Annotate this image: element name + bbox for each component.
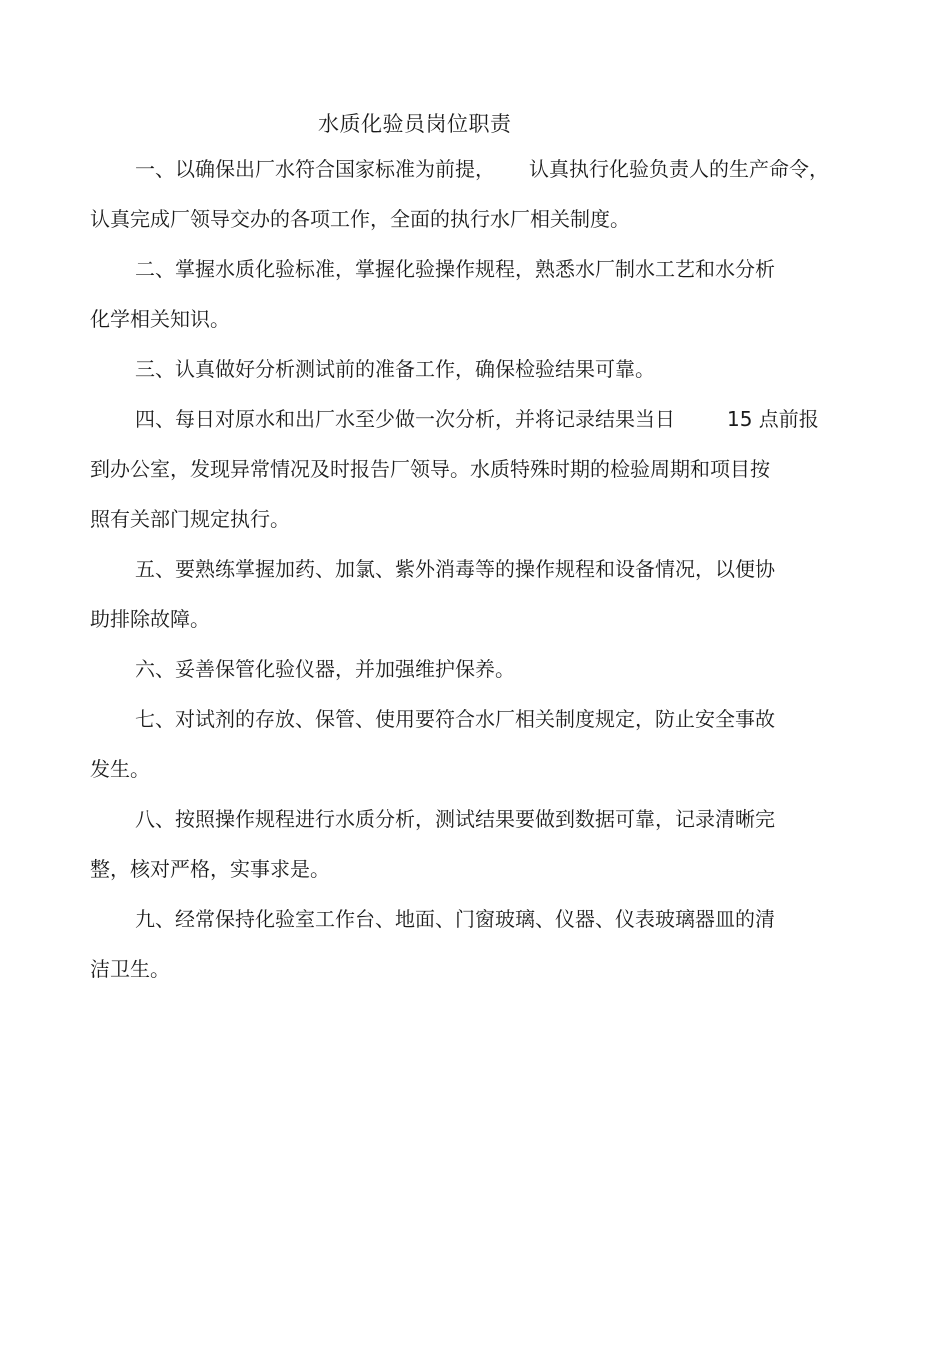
paragraph-4-line-3: 照有关部门规定执行。 [90,507,290,531]
line-text-cont: 15 点前报 [727,407,819,431]
paragraph-9-line-1: 九、经常保持化验室工作台、地面、门窗玻璃、仪器、仪表玻璃器皿的清 [135,907,775,931]
paragraph-7-line-2: 发生。 [90,757,150,781]
paragraph-2-line-2: 化学相关知识。 [90,307,230,331]
paragraph-9-line-2: 洁卫生。 [90,957,170,981]
paragraph-3-line-1: 三、认真做好分析测试前的准备工作，确保检验结果可靠。 [135,357,655,381]
paragraph-4-line-1 [135,405,819,433]
paragraph-4-line-2: 到办公室，发现异常情况及时报告厂领导。水质特殊时期的检验周期和项目按 [90,457,770,481]
paragraph-7-line-1: 七、对试剂的存放、保管、使用要符合水厂相关制度规定，防止安全事故 [135,707,775,731]
paragraph-1-line-2: 认真完成厂领导交办的各项工作，全面的执行水厂相关制度。 [90,207,630,231]
paragraph-5-line-2: 助排除故障。 [90,607,210,631]
paragraph-8-line-2: 整，核对严格，实事求是。 [90,857,330,881]
paragraph-2-line-1: 二、掌握水质化验标准，掌握化验操作规程，熟悉水厂制水工艺和水分析 [135,257,775,281]
line-text-cont: 认真执行化验负责人的生产命令， [529,157,829,181]
line-text: 四、每日对原水和出厂水至少做一次分析，并将记录结果当日 [135,407,675,431]
document-title: 水质化验员岗位职责 [318,112,512,136]
paragraph-5-line-1: 五、要熟练掌握加药、加氯、紫外消毒等的操作规程和设备情况，以便协 [135,557,775,581]
line-text: 一、以确保出厂水符合国家标准为前提， [135,157,495,181]
paragraph-1-line-1 [135,155,829,183]
paragraph-6-line-1: 六、妥善保管化验仪器，并加强维护保养。 [135,657,515,681]
paragraph-8-line-1: 八、按照操作规程进行水质分析，测试结果要做到数据可靠，记录清晰完 [135,807,775,831]
